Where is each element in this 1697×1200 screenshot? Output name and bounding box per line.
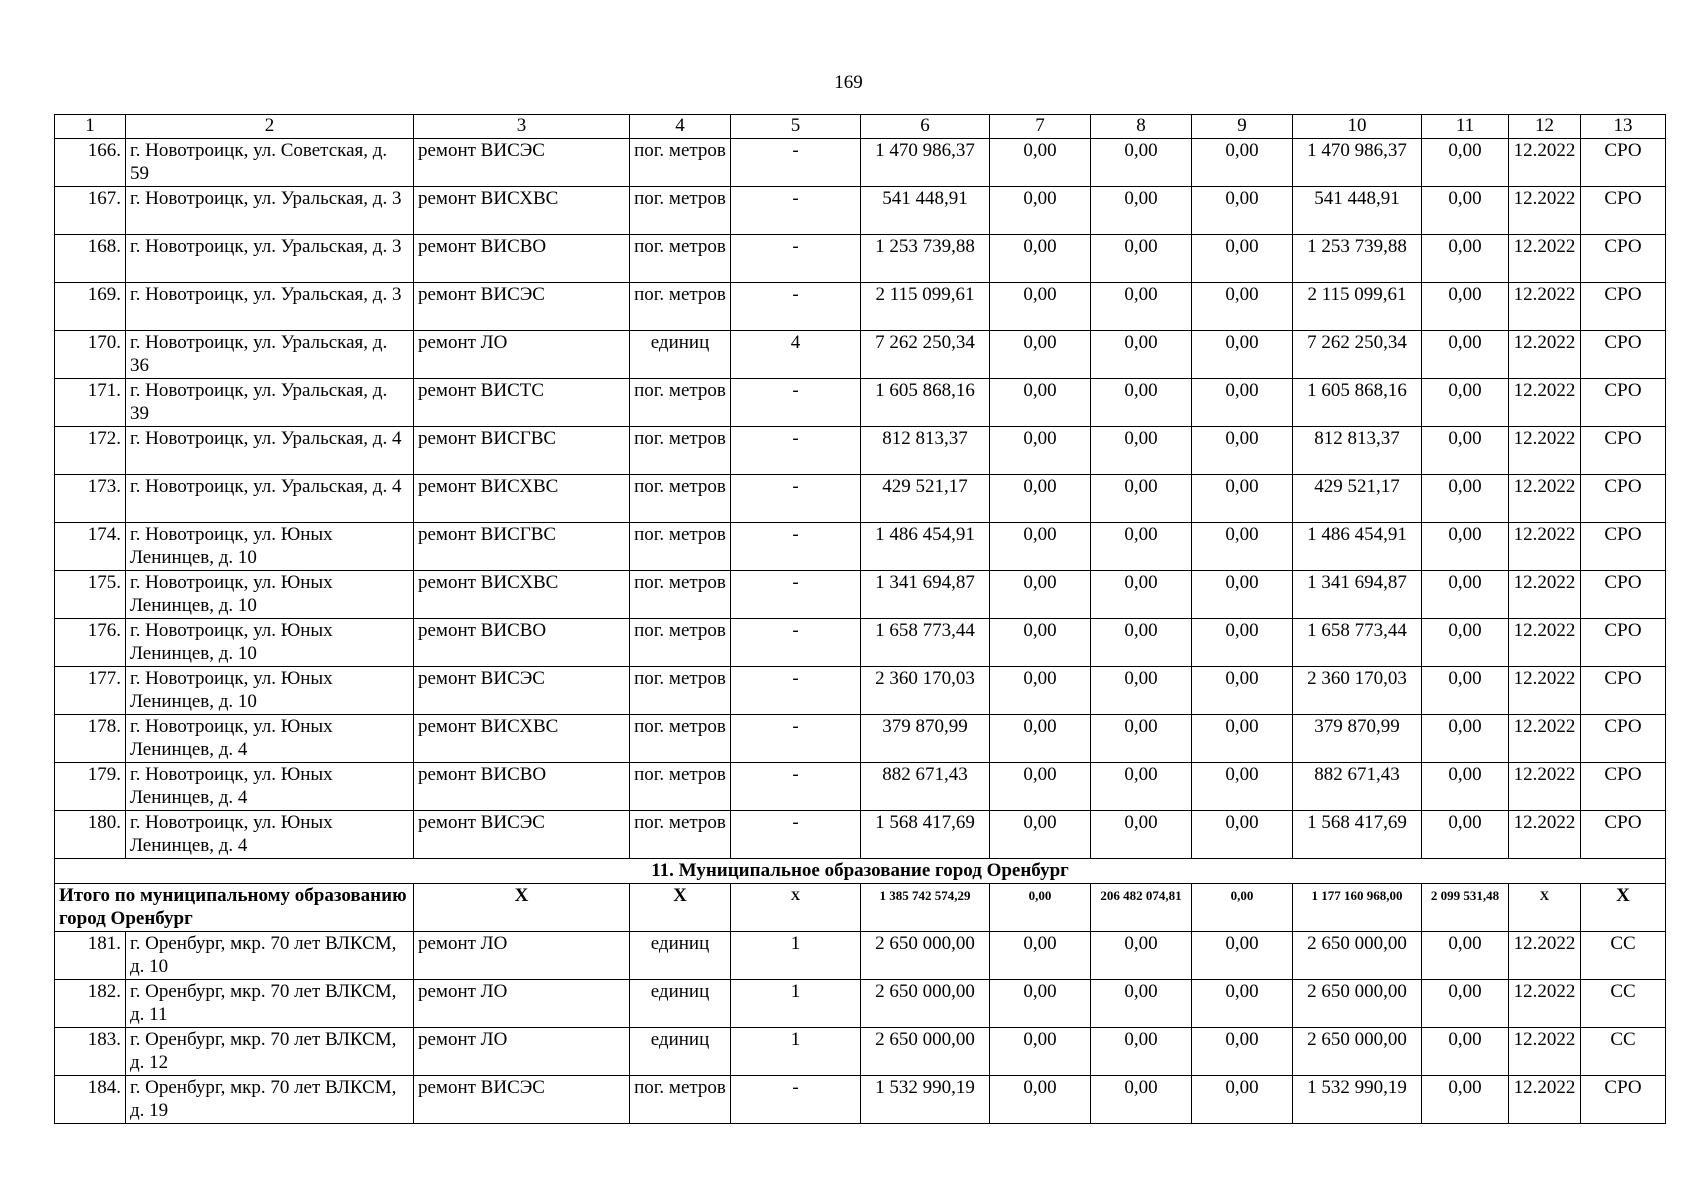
row-number: 168.: [55, 235, 126, 283]
col10-cell: 2 650 000,00: [1293, 1028, 1422, 1076]
col7-cell: 0,00: [990, 619, 1091, 667]
col8-cell: 0,00: [1091, 139, 1192, 187]
unit-cell: пог. метров: [630, 763, 731, 811]
deadline-cell: 12.2022: [1509, 1028, 1581, 1076]
table-row: [55, 283, 1666, 331]
col10-cell: 1 605 868,16: [1293, 379, 1422, 427]
quantity-cell: 1: [731, 932, 861, 980]
register-table: [54, 114, 1666, 1124]
col7-cell: 0,00: [990, 283, 1091, 331]
work-type-cell: ремонт ВИСХВС: [414, 475, 630, 523]
work-type-cell: ремонт ВИСВО: [414, 763, 630, 811]
unit-cell: единиц: [630, 1028, 731, 1076]
deadline-cell: 12.2022: [1509, 427, 1581, 475]
table-row: [55, 139, 1666, 187]
method-cell: СРО: [1581, 619, 1666, 667]
quantity-cell: -: [731, 523, 861, 571]
quantity-cell: -: [731, 139, 861, 187]
method-cell: СС: [1581, 1028, 1666, 1076]
header-cell: 10: [1293, 115, 1422, 139]
row-number: 172.: [55, 427, 126, 475]
col9-cell: 0,00: [1192, 283, 1293, 331]
unit-cell: пог. метров: [630, 619, 731, 667]
table-row: [55, 571, 1666, 619]
deadline-cell: 12.2022: [1509, 619, 1581, 667]
total-cost-cell: 1 605 868,16: [861, 379, 990, 427]
col11-cell: 0,00: [1422, 619, 1509, 667]
table-row: [55, 331, 1666, 379]
section-header-row: [55, 859, 1666, 884]
col8-cell: 0,00: [1091, 763, 1192, 811]
quantity-cell: -: [731, 715, 861, 763]
quantity-cell: -: [731, 619, 861, 667]
col7-cell: 0,00: [990, 571, 1091, 619]
header-cell: 7: [990, 115, 1091, 139]
col11-cell: 0,00: [1422, 1028, 1509, 1076]
col7-cell: 0,00: [990, 1076, 1091, 1124]
address-cell: г. Новотроицк, ул. Уральская, д. 3: [126, 187, 414, 235]
quantity-cell: 4: [731, 331, 861, 379]
quantity-cell: -: [731, 571, 861, 619]
col10-cell: 2 360 170,03: [1293, 667, 1422, 715]
address-cell: г. Оренбург, мкр. 70 лет ВЛКСМ, д. 10: [126, 932, 414, 980]
col9-cell: 0,00: [1192, 715, 1293, 763]
deadline-cell: 12.2022: [1509, 235, 1581, 283]
method-cell: СРО: [1581, 571, 1666, 619]
total-col10: 1 177 160 968,00: [1293, 884, 1422, 932]
table-body: [55, 115, 1666, 1124]
col9-cell: 0,00: [1192, 619, 1293, 667]
row-number: 173.: [55, 475, 126, 523]
total-cost-cell: 1 341 694,87: [861, 571, 990, 619]
method-cell: СРО: [1581, 331, 1666, 379]
unit-cell: пог. метров: [630, 667, 731, 715]
col8-cell: 0,00: [1091, 283, 1192, 331]
address-cell: г. Новотроицк, ул. Уральская, д. 3: [126, 235, 414, 283]
unit-cell: пог. метров: [630, 811, 731, 859]
unit-cell: пог. метров: [630, 571, 731, 619]
header-cell: 9: [1192, 115, 1293, 139]
unit-cell: пог. метров: [630, 379, 731, 427]
col8-cell: 0,00: [1091, 475, 1192, 523]
deadline-cell: 12.2022: [1509, 187, 1581, 235]
col7-cell: 0,00: [990, 475, 1091, 523]
col8-cell: 0,00: [1091, 187, 1192, 235]
header-cell: 3: [414, 115, 630, 139]
quantity-cell: -: [731, 187, 861, 235]
col7-cell: 0,00: [990, 187, 1091, 235]
col11-cell: 0,00: [1422, 475, 1509, 523]
deadline-cell: 12.2022: [1509, 523, 1581, 571]
col9-cell: 0,00: [1192, 139, 1293, 187]
deadline-cell: 12.2022: [1509, 667, 1581, 715]
col8-cell: 0,00: [1091, 427, 1192, 475]
method-cell: СРО: [1581, 283, 1666, 331]
deadline-cell: 12.2022: [1509, 571, 1581, 619]
total-col5: X: [731, 884, 861, 932]
col9-cell: 0,00: [1192, 1076, 1293, 1124]
method-cell: СРО: [1581, 475, 1666, 523]
total-col8: 206 482 074,81: [1091, 884, 1192, 932]
method-cell: СРО: [1581, 763, 1666, 811]
row-number: 182.: [55, 980, 126, 1028]
table-row: [55, 427, 1666, 475]
col10-cell: 1 532 990,19: [1293, 1076, 1422, 1124]
table-row: [55, 1028, 1666, 1076]
col8-cell: 0,00: [1091, 1076, 1192, 1124]
total-col6: 1 385 742 574,29: [861, 884, 990, 932]
total-col12: X: [1509, 884, 1581, 932]
col10-cell: 882 671,43: [1293, 763, 1422, 811]
col10-cell: 1 658 773,44: [1293, 619, 1422, 667]
col8-cell: 0,00: [1091, 811, 1192, 859]
col9-cell: 0,00: [1192, 475, 1293, 523]
table-row: [55, 811, 1666, 859]
col11-cell: 0,00: [1422, 523, 1509, 571]
method-cell: СРО: [1581, 379, 1666, 427]
table-row: [55, 235, 1666, 283]
quantity-cell: -: [731, 763, 861, 811]
row-number: 177.: [55, 667, 126, 715]
total-cost-cell: 1 486 454,91: [861, 523, 990, 571]
address-cell: г. Оренбург, мкр. 70 лет ВЛКСМ, д. 12: [126, 1028, 414, 1076]
total-cost-cell: 2 650 000,00: [861, 932, 990, 980]
col10-cell: 2 650 000,00: [1293, 980, 1422, 1028]
section-title: 11. Муниципальное образование город Оренбург: [55, 859, 1666, 884]
total-cost-cell: 2 650 000,00: [861, 1028, 990, 1076]
header-cell: 12: [1509, 115, 1581, 139]
method-cell: СС: [1581, 980, 1666, 1028]
col9-cell: 0,00: [1192, 980, 1293, 1028]
address-cell: г. Новотроицк, ул. Юных Ленинцев, д. 10: [126, 667, 414, 715]
total-col11: 2 099 531,48: [1422, 884, 1509, 932]
address-cell: г. Новотроицк, ул. Уральская, д. 4: [126, 427, 414, 475]
row-number: 171.: [55, 379, 126, 427]
work-type-cell: ремонт ВИСЭС: [414, 283, 630, 331]
row-number: 176.: [55, 619, 126, 667]
method-cell: СРО: [1581, 187, 1666, 235]
header-cell: 5: [731, 115, 861, 139]
col9-cell: 0,00: [1192, 667, 1293, 715]
unit-cell: пог. метров: [630, 283, 731, 331]
work-type-cell: ремонт ЛО: [414, 980, 630, 1028]
col8-cell: 0,00: [1091, 571, 1192, 619]
row-number: 175.: [55, 571, 126, 619]
work-type-cell: ремонт ВИСВО: [414, 235, 630, 283]
col8-cell: 0,00: [1091, 667, 1192, 715]
col7-cell: 0,00: [990, 932, 1091, 980]
address-cell: г. Новотроицк, ул. Уральская, д. 4: [126, 475, 414, 523]
table-row: [55, 667, 1666, 715]
col10-cell: 379 870,99: [1293, 715, 1422, 763]
col11-cell: 0,00: [1422, 571, 1509, 619]
method-cell: СРО: [1581, 715, 1666, 763]
address-cell: г. Новотроицк, ул. Уральская, д. 36: [126, 331, 414, 379]
unit-cell: пог. метров: [630, 475, 731, 523]
total-cost-cell: 1 658 773,44: [861, 619, 990, 667]
total-cost-cell: 7 262 250,34: [861, 331, 990, 379]
col8-cell: 0,00: [1091, 1028, 1192, 1076]
address-cell: г. Оренбург, мкр. 70 лет ВЛКСМ, д. 11: [126, 980, 414, 1028]
total-col3: X: [414, 884, 630, 932]
work-type-cell: ремонт ВИСЭС: [414, 139, 630, 187]
row-number: 181.: [55, 932, 126, 980]
col9-cell: 0,00: [1192, 523, 1293, 571]
col8-cell: 0,00: [1091, 715, 1192, 763]
header-cell: 13: [1581, 115, 1666, 139]
col9-cell: 0,00: [1192, 1028, 1293, 1076]
method-cell: СРО: [1581, 811, 1666, 859]
col11-cell: 0,00: [1422, 427, 1509, 475]
header-cell: 11: [1422, 115, 1509, 139]
row-number: 166.: [55, 139, 126, 187]
col11-cell: 0,00: [1422, 715, 1509, 763]
col11-cell: 0,00: [1422, 667, 1509, 715]
quantity-cell: -: [731, 427, 861, 475]
table-row: [55, 619, 1666, 667]
col11-cell: 0,00: [1422, 139, 1509, 187]
col11-cell: 0,00: [1422, 763, 1509, 811]
work-type-cell: ремонт ВИСЭС: [414, 1076, 630, 1124]
col9-cell: 0,00: [1192, 379, 1293, 427]
table-row: [55, 379, 1666, 427]
col7-cell: 0,00: [990, 811, 1091, 859]
col9-cell: 0,00: [1192, 811, 1293, 859]
deadline-cell: 12.2022: [1509, 811, 1581, 859]
col7-cell: 0,00: [990, 235, 1091, 283]
col9-cell: 0,00: [1192, 427, 1293, 475]
total-cost-cell: 2 650 000,00: [861, 980, 990, 1028]
deadline-cell: 12.2022: [1509, 980, 1581, 1028]
unit-cell: пог. метров: [630, 139, 731, 187]
table-row: [55, 187, 1666, 235]
total-cost-cell: 1 253 739,88: [861, 235, 990, 283]
col10-cell: 2 650 000,00: [1293, 932, 1422, 980]
address-cell: г. Новотроицк, ул. Юных Ленинцев, д. 4: [126, 763, 414, 811]
col11-cell: 0,00: [1422, 379, 1509, 427]
header-cell: 4: [630, 115, 731, 139]
method-cell: СС: [1581, 932, 1666, 980]
unit-cell: пог. метров: [630, 1076, 731, 1124]
col9-cell: 0,00: [1192, 331, 1293, 379]
total-col4: X: [630, 884, 731, 932]
col10-cell: 1 341 694,87: [1293, 571, 1422, 619]
header-row: [55, 115, 1666, 139]
col10-cell: 1 568 417,69: [1293, 811, 1422, 859]
col7-cell: 0,00: [990, 763, 1091, 811]
work-type-cell: ремонт ВИСТС: [414, 379, 630, 427]
quantity-cell: 1: [731, 980, 861, 1028]
col10-cell: 7 262 250,34: [1293, 331, 1422, 379]
col10-cell: 1 486 454,91: [1293, 523, 1422, 571]
quantity-cell: -: [731, 811, 861, 859]
unit-cell: пог. метров: [630, 427, 731, 475]
deadline-cell: 12.2022: [1509, 475, 1581, 523]
total-col9: 0,00: [1192, 884, 1293, 932]
deadline-cell: 12.2022: [1509, 139, 1581, 187]
col8-cell: 0,00: [1091, 331, 1192, 379]
col7-cell: 0,00: [990, 523, 1091, 571]
method-cell: СРО: [1581, 523, 1666, 571]
col9-cell: 0,00: [1192, 763, 1293, 811]
table-row: [55, 715, 1666, 763]
total-cost-cell: 812 813,37: [861, 427, 990, 475]
col9-cell: 0,00: [1192, 235, 1293, 283]
work-type-cell: ремонт ЛО: [414, 932, 630, 980]
col11-cell: 0,00: [1422, 980, 1509, 1028]
work-type-cell: ремонт ВИСХВС: [414, 571, 630, 619]
row-number: 169.: [55, 283, 126, 331]
col7-cell: 0,00: [990, 667, 1091, 715]
col10-cell: 541 448,91: [1293, 187, 1422, 235]
unit-cell: пог. метров: [630, 715, 731, 763]
work-type-cell: ремонт ВИСЭС: [414, 667, 630, 715]
col10-cell: 429 521,17: [1293, 475, 1422, 523]
table-row: [55, 523, 1666, 571]
total-cost-cell: 429 521,17: [861, 475, 990, 523]
col10-cell: 2 115 099,61: [1293, 283, 1422, 331]
quantity-cell: -: [731, 379, 861, 427]
total-cost-cell: 541 448,91: [861, 187, 990, 235]
col8-cell: 0,00: [1091, 932, 1192, 980]
col8-cell: 0,00: [1091, 619, 1192, 667]
total-cost-cell: 2 115 099,61: [861, 283, 990, 331]
table-row: [55, 980, 1666, 1028]
total-cost-cell: 2 360 170,03: [861, 667, 990, 715]
method-cell: СРО: [1581, 427, 1666, 475]
col7-cell: 0,00: [990, 427, 1091, 475]
unit-cell: пог. метров: [630, 235, 731, 283]
row-number: 179.: [55, 763, 126, 811]
quantity-cell: -: [731, 283, 861, 331]
address-cell: г. Новотроицк, ул. Юных Ленинцев, д. 10: [126, 571, 414, 619]
unit-cell: единиц: [630, 331, 731, 379]
col9-cell: 0,00: [1192, 571, 1293, 619]
total-cost-cell: 379 870,99: [861, 715, 990, 763]
method-cell: СРО: [1581, 667, 1666, 715]
col11-cell: 0,00: [1422, 811, 1509, 859]
header-cell: 8: [1091, 115, 1192, 139]
table-row: [55, 1076, 1666, 1124]
col10-cell: 1 253 739,88: [1293, 235, 1422, 283]
col9-cell: 0,00: [1192, 187, 1293, 235]
total-row: [55, 884, 1666, 932]
work-type-cell: ремонт ВИСВО: [414, 619, 630, 667]
work-type-cell: ремонт ВИСХВС: [414, 715, 630, 763]
table-row: [55, 763, 1666, 811]
work-type-cell: ремонт ВИСХВС: [414, 187, 630, 235]
col9-cell: 0,00: [1192, 932, 1293, 980]
col10-cell: 812 813,37: [1293, 427, 1422, 475]
deadline-cell: 12.2022: [1509, 763, 1581, 811]
row-number: 174.: [55, 523, 126, 571]
row-number: 184.: [55, 1076, 126, 1124]
quantity-cell: -: [731, 667, 861, 715]
unit-cell: единиц: [630, 980, 731, 1028]
total-cost-cell: 1 532 990,19: [861, 1076, 990, 1124]
work-type-cell: ремонт ЛО: [414, 331, 630, 379]
address-cell: г. Новотроицк, ул. Юных Ленинцев, д. 4: [126, 811, 414, 859]
address-cell: г. Новотроицк, ул. Уральская, д. 39: [126, 379, 414, 427]
row-number: 183.: [55, 1028, 126, 1076]
quantity-cell: -: [731, 1076, 861, 1124]
col7-cell: 0,00: [990, 139, 1091, 187]
total-cost-cell: 1 470 986,37: [861, 139, 990, 187]
deadline-cell: 12.2022: [1509, 715, 1581, 763]
header-cell: 2: [126, 115, 414, 139]
col11-cell: 0,00: [1422, 283, 1509, 331]
deadline-cell: 12.2022: [1509, 379, 1581, 427]
col11-cell: 0,00: [1422, 235, 1509, 283]
col7-cell: 0,00: [990, 1028, 1091, 1076]
quantity-cell: 1: [731, 1028, 861, 1076]
address-cell: г. Новотроицк, ул. Юных Ленинцев, д. 4: [126, 715, 414, 763]
table-row: [55, 475, 1666, 523]
total-cost-cell: 1 568 417,69: [861, 811, 990, 859]
row-number: 167.: [55, 187, 126, 235]
row-number: 170.: [55, 331, 126, 379]
address-cell: г. Новотроицк, ул. Уральская, д. 3: [126, 283, 414, 331]
page-number: 169: [834, 72, 863, 93]
header-cell: 1: [55, 115, 126, 139]
col7-cell: 0,00: [990, 980, 1091, 1028]
col11-cell: 0,00: [1422, 331, 1509, 379]
row-number: 180.: [55, 811, 126, 859]
deadline-cell: 12.2022: [1509, 283, 1581, 331]
total-col13: X: [1581, 884, 1666, 932]
work-type-cell: ремонт ВИСЭС: [414, 811, 630, 859]
method-cell: СРО: [1581, 139, 1666, 187]
quantity-cell: -: [731, 475, 861, 523]
deadline-cell: 12.2022: [1509, 1076, 1581, 1124]
header-cell: 6: [861, 115, 990, 139]
method-cell: СРО: [1581, 1076, 1666, 1124]
work-type-cell: ремонт ВИСГВС: [414, 427, 630, 475]
work-type-cell: ремонт ВИСГВС: [414, 523, 630, 571]
method-cell: СРО: [1581, 235, 1666, 283]
col11-cell: 0,00: [1422, 932, 1509, 980]
unit-cell: пог. метров: [630, 187, 731, 235]
unit-cell: пог. метров: [630, 523, 731, 571]
table-row: [55, 932, 1666, 980]
address-cell: г. Новотроицк, ул. Советская, д. 59: [126, 139, 414, 187]
deadline-cell: 12.2022: [1509, 932, 1581, 980]
col7-cell: 0,00: [990, 715, 1091, 763]
col8-cell: 0,00: [1091, 980, 1192, 1028]
col8-cell: 0,00: [1091, 235, 1192, 283]
total-col7: 0,00: [990, 884, 1091, 932]
col8-cell: 0,00: [1091, 379, 1192, 427]
unit-cell: единиц: [630, 932, 731, 980]
col7-cell: 0,00: [990, 331, 1091, 379]
col11-cell: 0,00: [1422, 187, 1509, 235]
col11-cell: 0,00: [1422, 1076, 1509, 1124]
address-cell: г. Оренбург, мкр. 70 лет ВЛКСМ, д. 19: [126, 1076, 414, 1124]
row-number: 178.: [55, 715, 126, 763]
total-cost-cell: 882 671,43: [861, 763, 990, 811]
work-type-cell: ремонт ЛО: [414, 1028, 630, 1076]
quantity-cell: -: [731, 235, 861, 283]
col7-cell: 0,00: [990, 379, 1091, 427]
col8-cell: 0,00: [1091, 523, 1192, 571]
total-label: Итого по муниципальному образованию город Оренбург: [55, 884, 414, 932]
deadline-cell: 12.2022: [1509, 331, 1581, 379]
address-cell: г. Новотроицк, ул. Юных Ленинцев, д. 10: [126, 523, 414, 571]
address-cell: г. Новотроицк, ул. Юных Ленинцев, д. 10: [126, 619, 414, 667]
col10-cell: 1 470 986,37: [1293, 139, 1422, 187]
